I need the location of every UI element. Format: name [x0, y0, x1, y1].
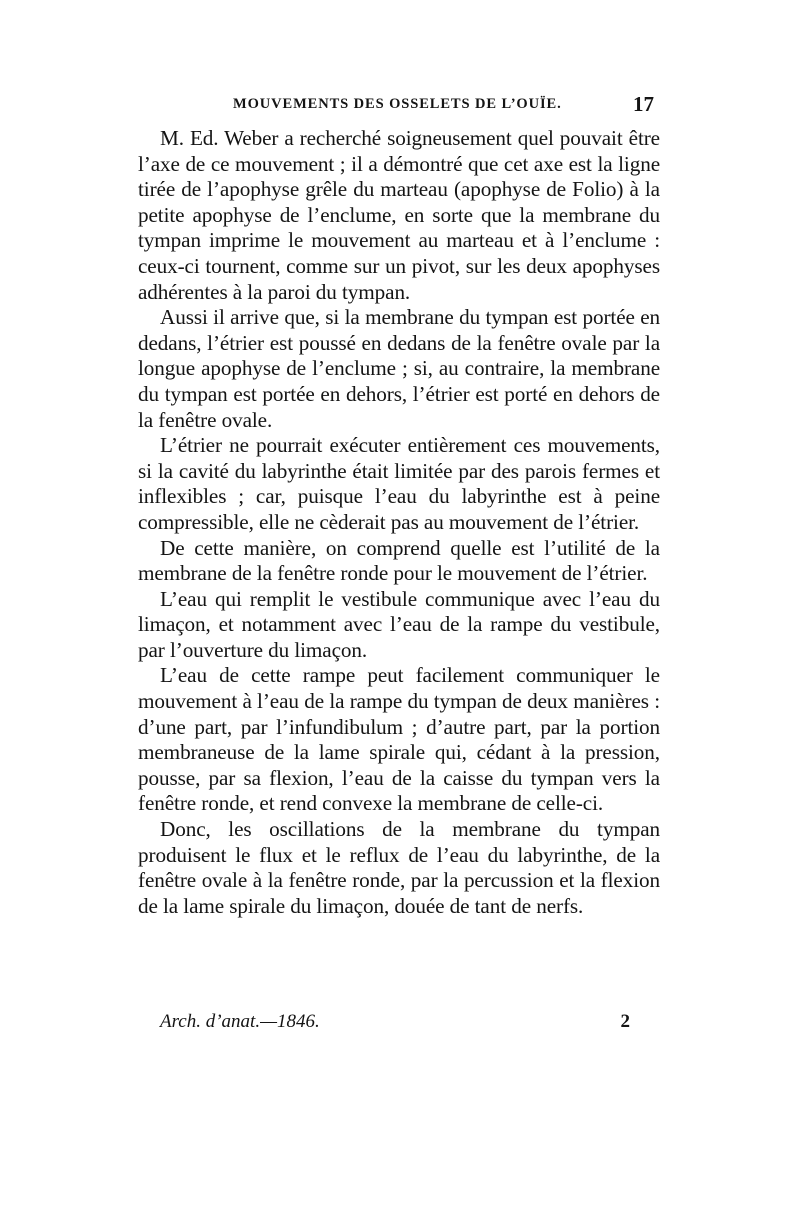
paragraph-3: L’étrier ne pourrait exécuter entièrement ces mouvements, si la cavité du labyrinthe était limitée par des parois fermes et inflexibles ; car, puisque l’eau du labyrinthe est à peine compressible, elle ne cèderait pas au mouvement de l’étrier.: [138, 433, 660, 534]
paragraph-1: M. Ed. Weber a recherché soigneusement quel pouvait être l’axe de ce mouvement ; il a démontré que cet axe est la ligne tirée de l’apophyse grêle du marteau (apophyse de Folio) à la petite apophyse de l’enclume, en sorte que la membrane du tympan imprime le mouvement au marteau et à l’enclume : ceux-ci tournent, comme sur un pivot, sur les deux apophyses adhérentes à la paroi du tympan.: [138, 126, 660, 304]
book-page: [138, 92, 660, 1039]
page-header: [138, 92, 660, 126]
running-title: MOUVEMENTS DES OSSELETS DE L’OUÏE.: [233, 96, 562, 112]
paragraph-7: Donc, les oscillations de la membrane du tympan produisent le flux et le reflux de l’eau du labyrinthe, de la fenêtre ovale à la fenêtre ronde, par la percussion et la flexion de la lame spirale du limaçon, douée de tant de nerfs.: [138, 817, 660, 918]
signature-mark: 2: [620, 1011, 630, 1033]
page-number: 17: [633, 92, 654, 116]
paragraph-4: De cette manière, on comprend quelle est l’utilité de la membrane de la fenêtre ronde pour le mouvement de l’étrier.: [138, 535, 660, 586]
paragraph-2: Aussi il arrive que, si la membrane du tympan est portée en dedans, l’étrier est poussé en dedans de la fenêtre ovale par la longue apophyse de l’enclume ; si, au contraire, la membrane du tympan est portée en dehors, l’étrier est porté en dehors de la fenêtre ovale.: [138, 305, 660, 432]
page-footer: [138, 1011, 660, 1039]
paragraph-6: L’eau de cette rampe peut facilement communiquer le mouvement à l’eau de la rampe du tympan de deux manières : d’une part, par l’infundibulum ; d’autre part, par la portion membraneuse de la lame spirale qui, cédant à la pression, pousse, par sa flexion, l’eau de la caisse du tympan vers la fenêtre ronde, et rend convexe la membrane de celle-ci.: [138, 663, 660, 816]
paragraph-5: L’eau qui remplit le vestibule communique avec l’eau du limaçon, et notamment avec l’eau de la rampe du vestibule, par l’ouverture du limaçon.: [138, 586, 660, 662]
footer-source-note: Arch. d’anat.—1846.: [160, 1011, 320, 1033]
body-text: [138, 126, 660, 919]
